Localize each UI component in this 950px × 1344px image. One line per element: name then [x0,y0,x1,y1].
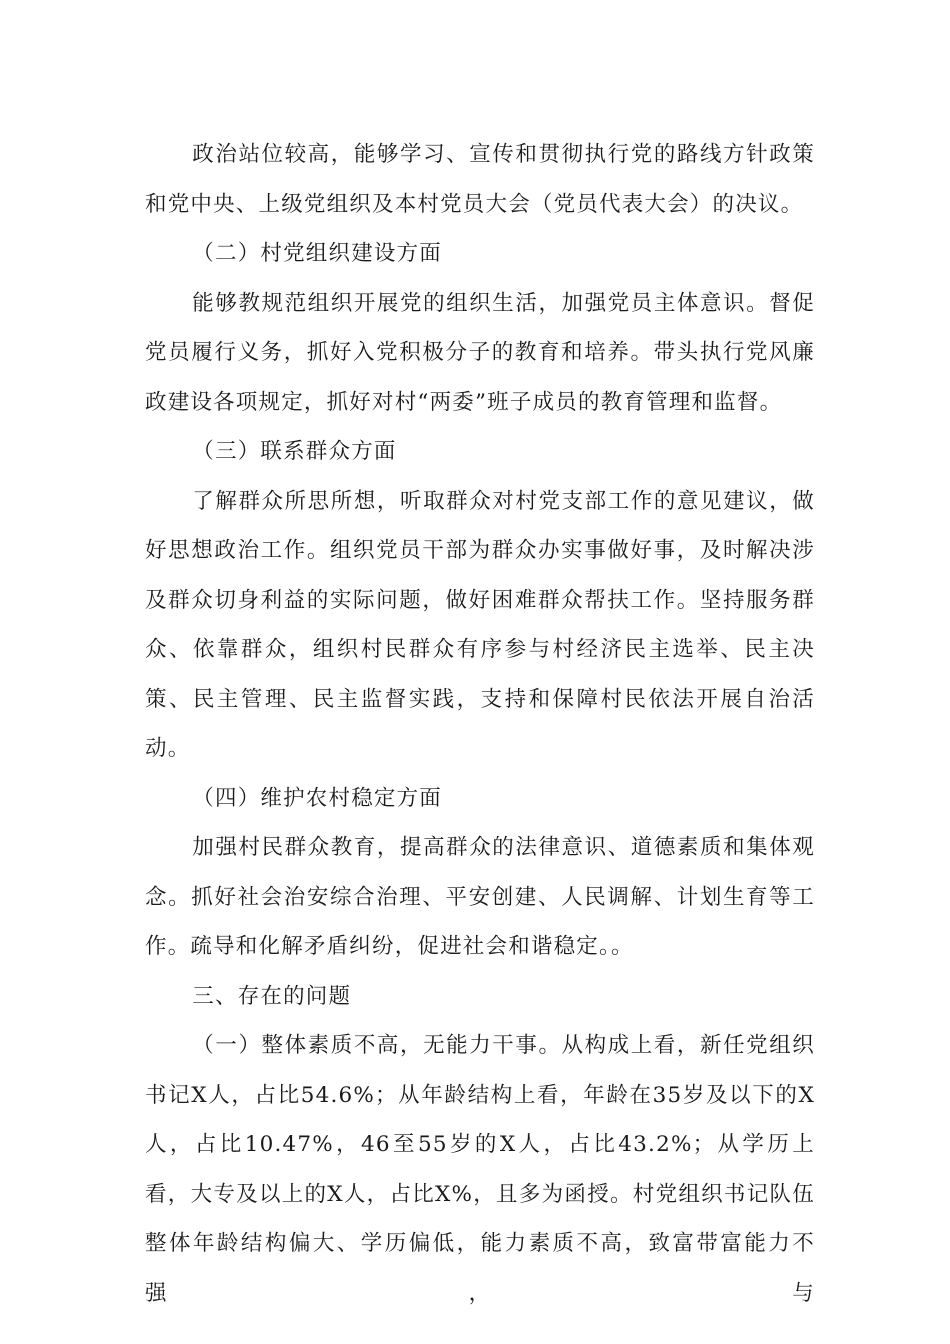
paragraph-contact-masses: 了解群众所思所想，听取群众对村党支部工作的意见建议，做好思想政治工作。组织党员干部为群众办实事做好事，及时解决涉及群众切身利益的实际问题，做好困难群众帮扶工作。坚持服务群众、依靠群众，组织村民群众有序参与村经济民主选举、民主决策、民主管理、民主监督实践，支持和保障村民依法开展自治活动。 [145,488,815,761]
document-body [145,130,815,1318]
paragraph-rural-stability: 加强村民群众教育，提高群众的法律意识、道德素质和集体观念。抓好社会治安综合治理、平安创建、人民调解、计划生育等工作。疏导和化解矛盾纠纷，促进社会和谐稳定。。 [145,835,815,959]
paragraph-party-organization: 能够教规范组织开展党的组织生活，加强党员主体意识。督促党员履行义务，抓好入党积极分子的教育和培养。带头执行党风廉政建设各项规定，抓好对村“两委”班子成员的教育管理和监督。 [145,290,815,415]
heading-contact-masses: （三）联系群众方面 [192,439,397,464]
heading-party-organization: （二）村党组织建设方面 [192,241,442,266]
paragraph-political-stance: 政治站位较高，能够学习、宣传和贯彻执行党的路线方针政策和党中央、上级党组织及本村党员大会（党员代表大会）的决议。 [145,142,815,217]
paragraph-overall-quality: （一）整体素质不高，无能力干事。从构成上看，新任党组织书记X人，占比54.6%；从年龄结构上看，年龄在35岁及以下的X人，占比10.47%，46至55岁的X人，占比43.2%；从学历上看，大专及以上的X人，占比X%，且多为函授。村党组织书记队伍整体年龄结构偏大、学历偏低，能力素质不高，致富带富能力不强，与 [145,1033,815,1306]
heading-rural-stability: （四）维护农村稳定方面 [192,785,442,811]
heading-existing-problems: 三、存在的问题 [192,983,352,1009]
